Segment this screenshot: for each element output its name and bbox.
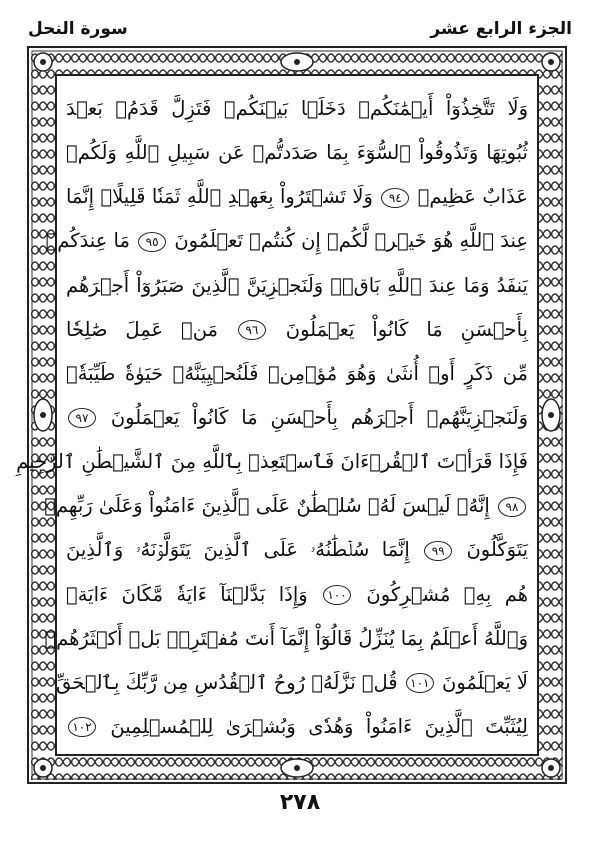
ayah-number-marker: ٩٩ — [424, 541, 452, 561]
text-line-2: ثُبُوتِهَا وَتَذُوقُواْ ٱلسُّوٓءَ بِمَا صَدَدتُّمۡ عَن سَبِيلِ ٱللَّهِ وَلَكُمۡ — [66, 141, 528, 165]
text-line-6: بِأَحۡسَنِ مَا كَانُواْ يَعۡمَلُونَ ٩٦ مَنۡ عَمِلَ صَٰلِحٗا — [66, 317, 528, 341]
text-line-5: يَنفَدُ وَمَا عِندَ ٱللَّهِ بَاقٖۗ وَلَنَجۡزِيَنَّ ٱلَّذِينَ صَبَرُوٓاْ أَجۡرَهُم — [66, 273, 528, 297]
text-line-9: فَإِذَا قَرَأۡتَ ٱلۡقُرۡءَانَ فَٱسۡتَعِذۡ بِٱللَّهِ مِنَ ٱلشَّيۡطَٰنِ ٱلرَّجِيمِ — [16, 450, 528, 474]
ayah-number-marker: ٩٥ — [138, 232, 166, 252]
text-line-4: عِندَ ٱللَّهِ هُوَ خَيۡرٞ لَّكُمۡ إِن كُنتُمۡ تَعۡلَمُونَ ٩٥ مَا عِندَكُمۡ — [45, 229, 528, 253]
ayah-number-marker: ٩٦ — [238, 320, 266, 340]
page-header — [28, 14, 572, 44]
ayah-number-marker: ١٠٠ — [323, 585, 351, 605]
text-line-8: وَلَنَجۡزِيَنَّهُمۡ أَجۡرَهُم بِأَحۡسَنِ مَا كَانُواْ يَعۡمَلُونَ ٩٧ — [66, 401, 528, 435]
page-number: ٢٧٨ — [279, 790, 321, 815]
text-line-7: مِّن ذَكَرٍ أَوۡ أُنثَىٰ وَهُوَ مُؤۡمِنٞ فَلَنُحۡيِيَنَّهُۥ حَيَوٰةٗ طَيِّبَةٗۖ — [66, 361, 528, 385]
text-line-1: وَلَا تَتَّخِذُوٓاْ أَيۡمَٰنَكُمۡ دَخَلَۢا بَيۡنَكُمۡ فَتَزِلَّ قَدَمُۢ بَعۡدَ — [66, 97, 528, 120]
juz-name: الجزء الرابع عشر — [430, 19, 572, 39]
text-line-13: وَٱللَّهُ أَعۡلَمُ بِمَا يُنَزِّلُ قَالُوٓاْ إِنَّمَآ أَنتَ مُفۡتَرِۭۚ بَلۡ أَكۡثَرُهُمۡ — [44, 626, 528, 650]
text-line-15: لِيُثَبِّتَ ٱلَّذِينَ ءَامَنُواْ وَهُدٗى وَبُشۡرَىٰ لِلۡمُسۡلِمِينَ ١٠٢ — [66, 710, 528, 744]
ayah-number-marker: ١٠١ — [406, 673, 434, 693]
ayah-number-marker: ٩٧ — [68, 408, 96, 428]
ayah-number-marker: ٩٤ — [381, 188, 409, 208]
text-line-3: عَذَابٌ عَظِيمٞ ٩٤ وَلَا تَشۡتَرُواْ بِعَهۡدِ ٱللَّهِ ثَمَنٗا قَلِيلًاۚ إِنَّمَا — [66, 185, 528, 209]
ayah-number-marker: ٩٨ — [498, 497, 526, 517]
text-line-12: هُم بِهِۦ مُشۡرِكُونَ ١٠٠ وَإِذَا بَدَّلۡنَآ ءَايَةٗ مَّكَانَ ءَايَةٖ — [66, 582, 528, 606]
quran-text — [16, 92, 529, 744]
ayah-number-marker: ١٠٢ — [68, 717, 96, 737]
text-line-10: ٩٨ إِنَّهُۥ لَيۡسَ لَهُۥ سُلۡطَٰنٌ عَلَى ٱلَّذِينَ ءَامَنُواْ وَعَلَىٰ رَبِّهِمۡ — [66, 489, 528, 523]
surah-name: سورة النحل — [28, 19, 128, 39]
text-line-11: يَتَوَكَّلُونَ ٩٩ إِنَّمَا سُلۡطَٰنُهُۥ عَلَى ٱلَّذِينَ يَتَوَلَّوۡنَهُۥ وَٱلَّذِينَ — [66, 538, 529, 562]
text-line-14: لَا يَعۡلَمُونَ ١٠١ قُلۡ نَزَّلَهُۥ رُوحُ ٱلۡقُدُسِ مِن رَّبِّكَ بِٱلۡحَقِّ — [56, 670, 528, 694]
